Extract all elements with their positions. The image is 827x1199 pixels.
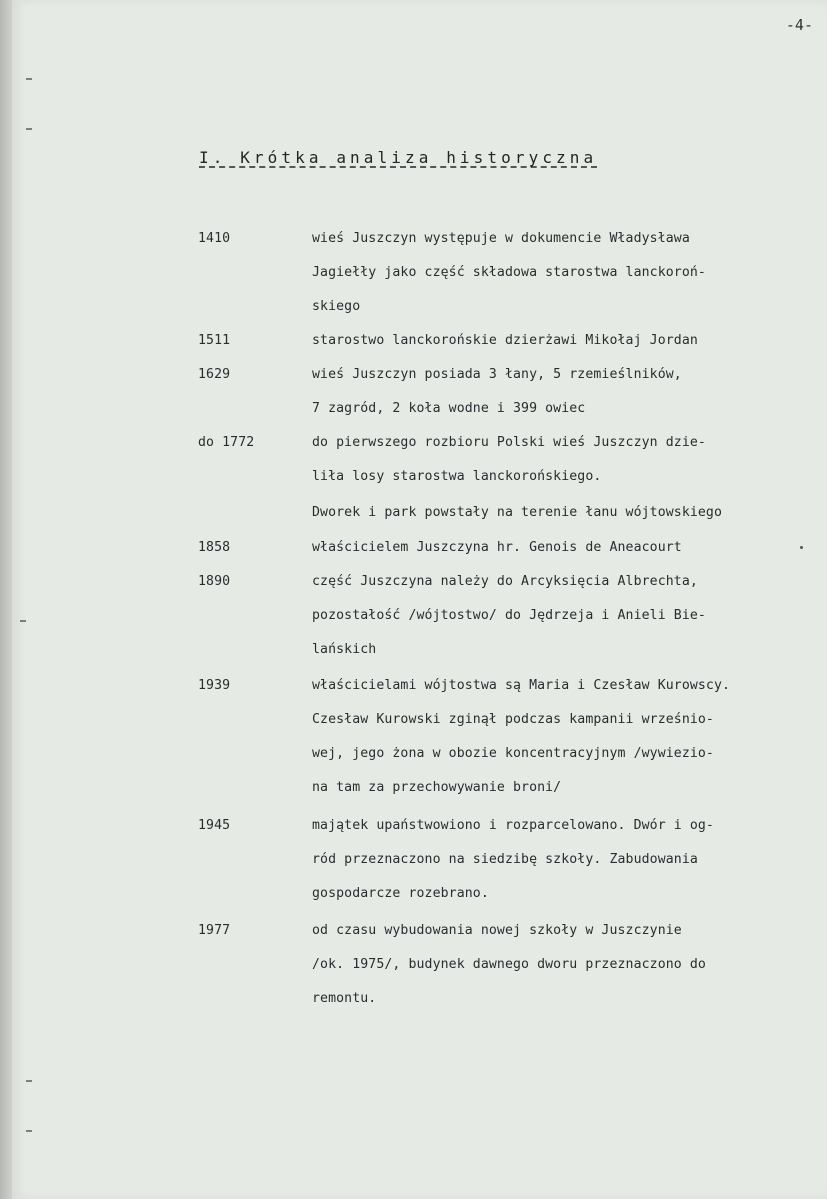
page-number: -4- (785, 16, 813, 34)
entry-text-line: wieś Juszczyn występuje w dokumencie Władysława (312, 231, 690, 246)
entry-text-line: ród przeznaczono na siedzibę szkoły. Zabudowania (312, 852, 698, 867)
margin-mark (26, 128, 32, 130)
entry-text-line: wej, jego żona w obozie koncentracyjnym /wywiezio- (312, 746, 714, 761)
entry-year: 1977 (198, 923, 231, 938)
entry-text-line: pozostałość /wójtostwo/ do Jędrzeja i Anieli Bie- (312, 608, 706, 623)
document-page (12, 0, 827, 1199)
entry-year: 1890 (198, 574, 231, 589)
entry-text-line: wieś Juszczyn posiada 3 łany, 5 rzemieślników, (312, 367, 682, 382)
entry-text-line: skiego (312, 299, 361, 314)
entry-text-line: /ok. 1975/, budynek dawnego dworu przeznaczono do (312, 957, 706, 972)
entry-text-line: właścicielem Juszczyna hr. Genois de Aneacourt (312, 540, 682, 555)
entry-year: 1939 (198, 678, 231, 693)
entry-year: 1511 (198, 333, 231, 348)
stray-dot (800, 546, 803, 549)
margin-mark (26, 1080, 32, 1082)
entry-text-line: lańskich (312, 642, 377, 657)
entry-year: 1629 (198, 367, 231, 382)
margin-mark (26, 1130, 32, 1132)
entry-text-line: 7 zagród, 2 koła wodne i 399 owiec (312, 401, 586, 416)
entry-text-line: część Juszczyna należy do Arcyksięcia Albrechta, (312, 574, 698, 589)
page-edge (0, 0, 12, 1199)
entry-text-line: majątek upaństwowiono i rozparcelowano. Dwór i og- (312, 818, 714, 833)
entry-text-line: Jagiełły jako część składowa starostwa lanckoroń- (312, 265, 706, 280)
entry-text-line: starostwo lanckorońskie dzierżawi Mikołaj Jordan (312, 333, 698, 348)
margin-mark (26, 78, 32, 80)
entry-text-line: właścicielami wójtostwa są Maria i Czesław Kurowscy. (312, 678, 731, 693)
entry-text-line: na tam za przechowywanie broni/ (312, 780, 562, 795)
entry-text-line: liła losy starostwa lanckorońskiego. (312, 469, 602, 484)
entry-year: do 1772 (198, 435, 255, 450)
margin-mark (20, 620, 26, 622)
entry-text-line: Dworek i park powstały na terenie łanu wójtowskiego (312, 505, 723, 520)
entry-year: 1945 (198, 818, 231, 833)
entry-year: 1858 (198, 540, 231, 555)
entry-text-line: remontu. (312, 991, 377, 1006)
entry-text-line: do pierwszego rozbioru Polski wieś Juszczyn dzie- (312, 435, 706, 450)
entry-text-line: od czasu wybudowania nowej szkoły w Juszczynie (312, 923, 682, 938)
entry-year: 1410 (198, 231, 231, 246)
entry-text-line: Czesław Kurowski zginął podczas kampanii wrześnio- (312, 712, 714, 727)
section-title: I. Krótka analiza historyczna (199, 148, 598, 167)
entry-text-line: gospodarcze rozebrano. (312, 886, 489, 901)
